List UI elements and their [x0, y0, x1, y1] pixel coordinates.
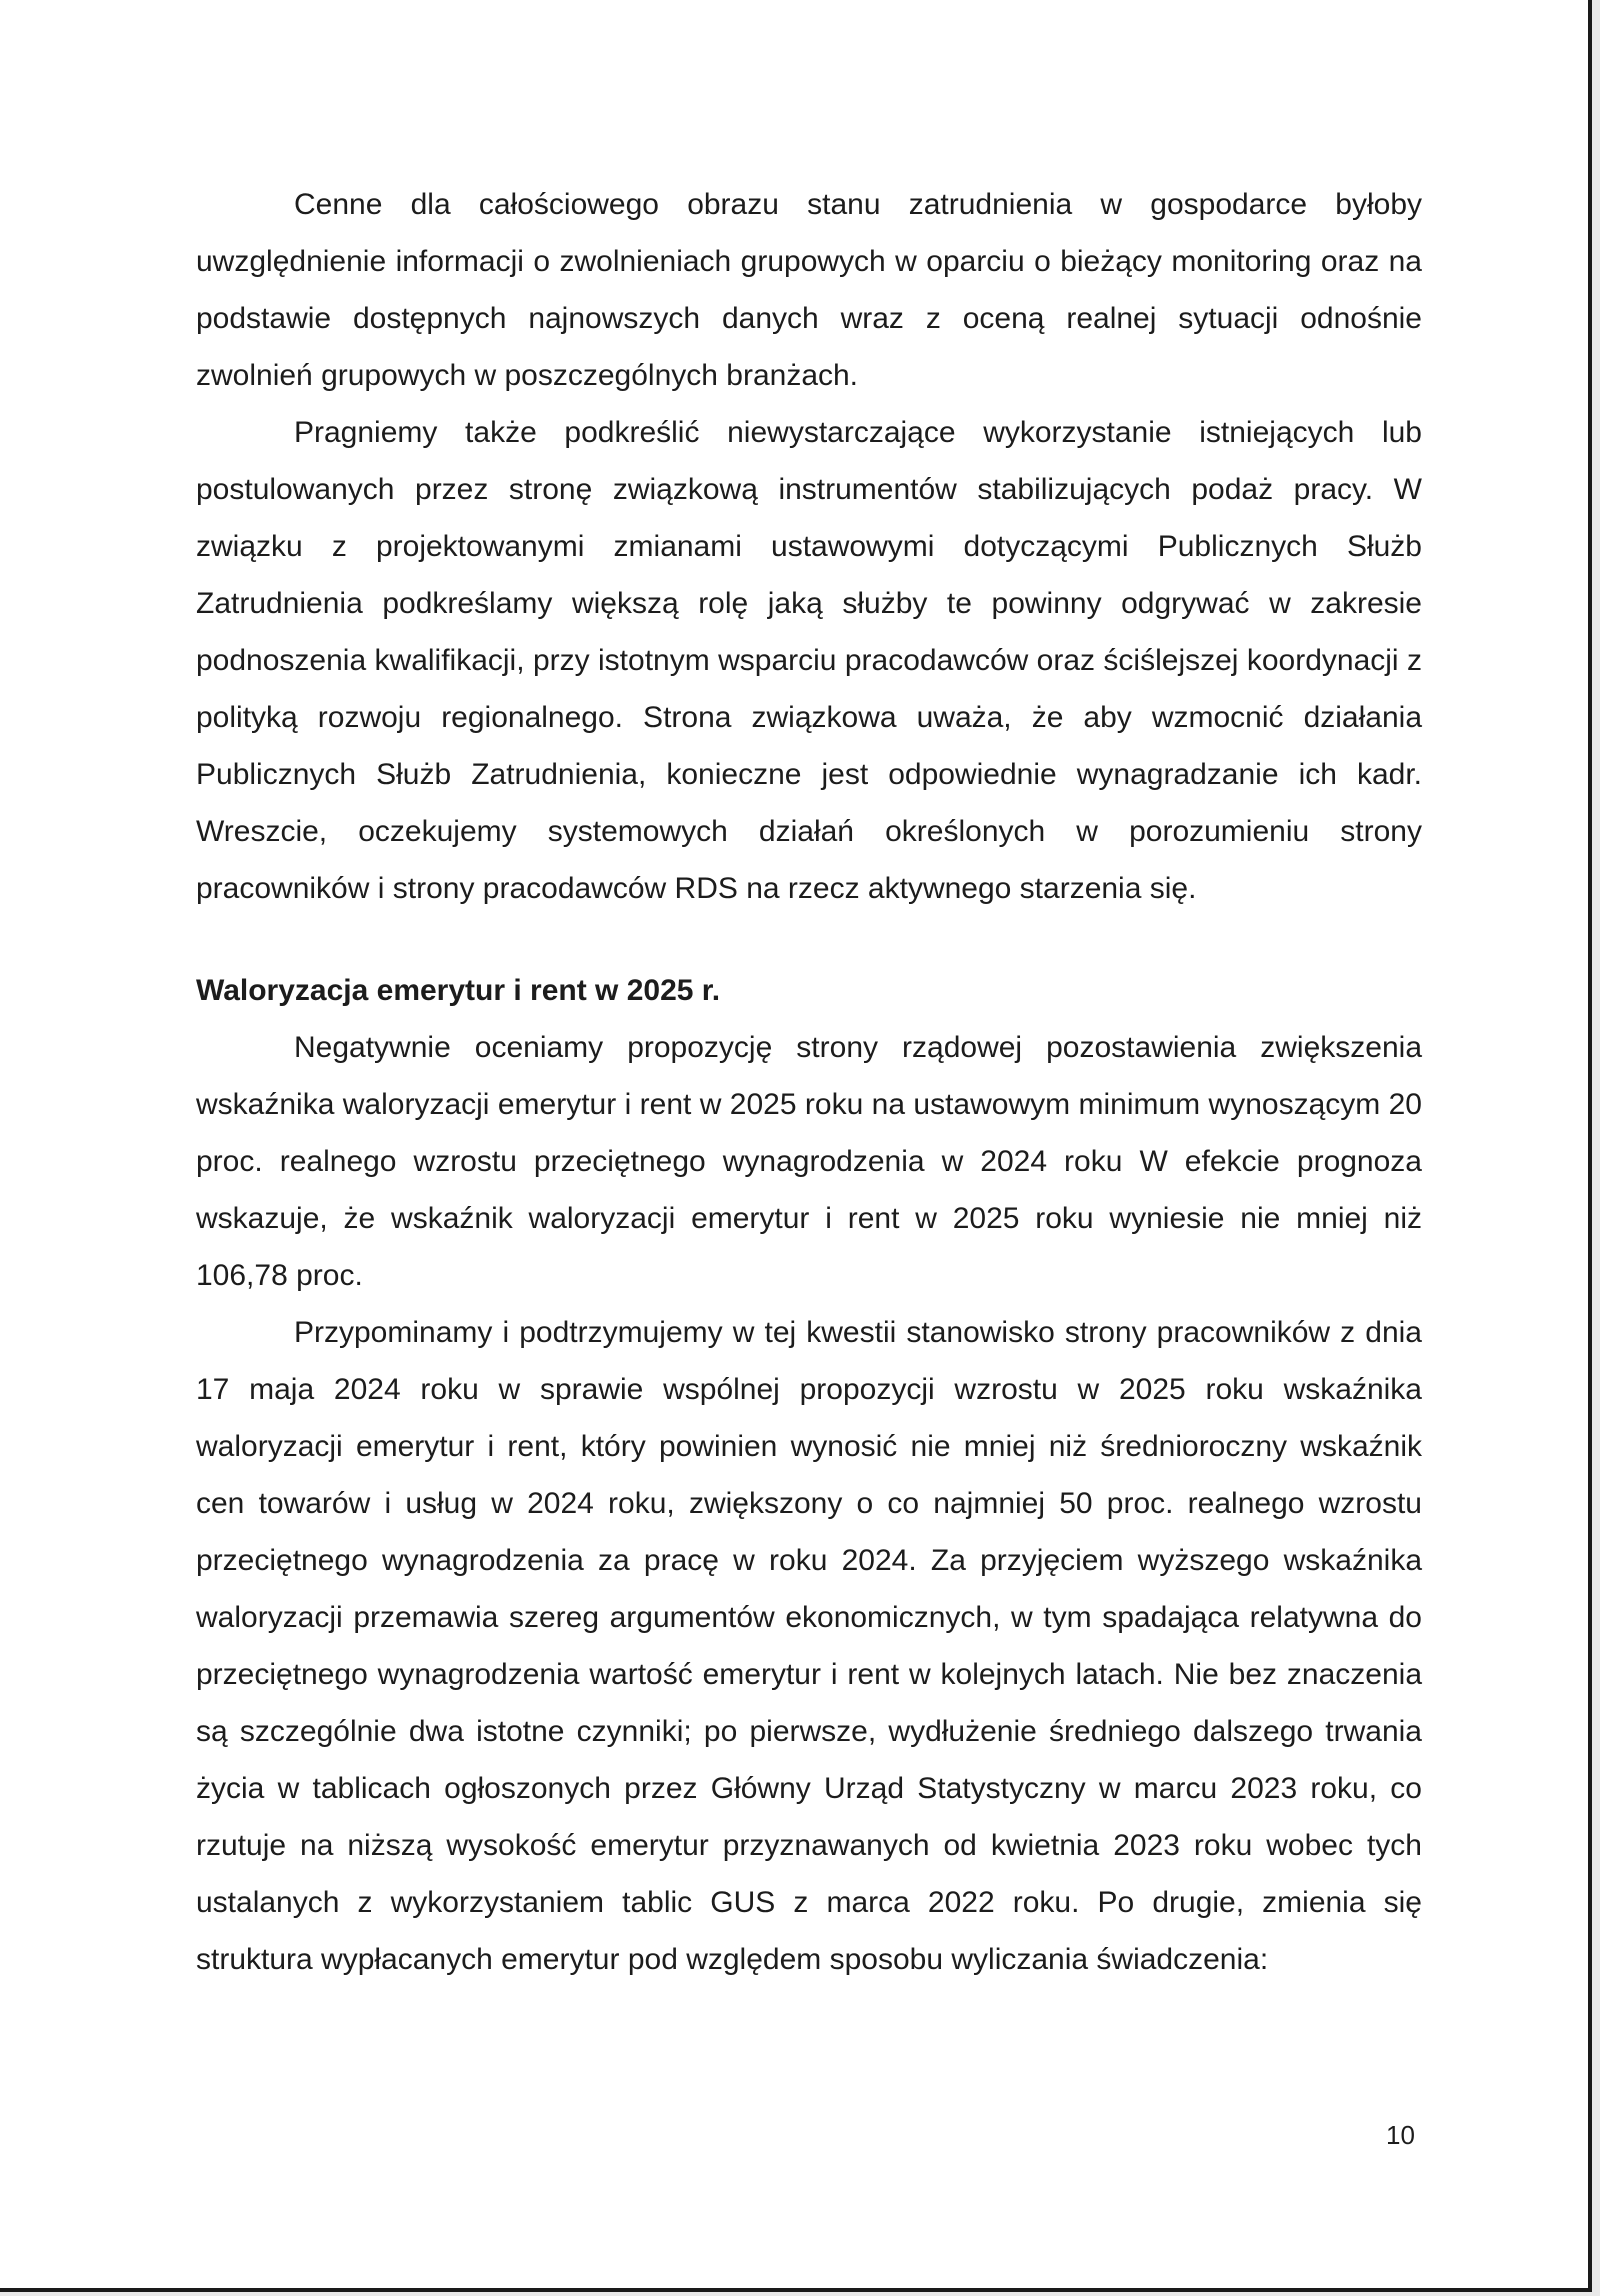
paragraph-indexation-assessment: Negatywnie oceniamy propozycję strony rządowej pozostawienia zwiększenia wskaźnika waloryzacji emerytur i rent w 2025 roku na ustawowym minimum wynoszącym 20 proc. realnego wzrostu przeciętnego wynagrodzenia w 2024 roku W efekcie prognoza wskazuje, że wskaźnik waloryzacji emerytur i rent w 2025 roku wyniesie nie mniej niż 106,78 proc. — [196, 1031, 1422, 1292]
paragraph-labor-supply: Pragniemy także podkreślić niewystarczające wykorzystanie istniejących lub postulowanych przez stronę związkową instrumentów stabilizujących podaż pracy. W związku z projektowanymi zmianami ustawowymi dotyczącymi Publicznych Służb Zatrudnienia podkreślamy większą rolę jaką służby te powinny odgrywać w zakresie podnoszenia kwalifikacji, przy istotnym wsparciu pracodawców oraz ściślejszej koordynacji z polityką rozwoju regionalnego. Strona związkowa uważa, że aby wzmocnić działania Publicznych Służb Zatrudnienia, konieczne jest odpowiednie wynagradzanie ich kadr. Wreszcie, oczekujemy systemowych działań określonych w porozumieniu strony pracowników i strony pracodawców RDS na rzecz aktywnego starzenia się. — [196, 416, 1422, 905]
paragraph-workers-position: Przypominamy i podtrzymujemy w tej kwestii stanowisko strony pracowników z dnia 17 maja 2024 roku w sprawie wspólnej propozycji wzrostu w 2025 roku wskaźnika waloryzacji emerytur i rent, który powinien wynosić nie mniej niż średnioroczny wskaźnik cen towarów i usług w 2024 roku, zwiększony o co najmniej 50 proc. realnego wzrostu przeciętnego wynagrodzenia za pracę w roku 2024. Za przyjęciem wyższego wskaźnika waloryzacji przemawia szereg argumentów ekonomicznych, w tym spadająca relatywna do przeciętnego wynagrodzenia wartość emerytur i rent w kolejnych latach. Nie bez znaczenia są szczególnie dwa istotne czynniki; po pierwsze, wydłużenie średniego dalszego trwania życia w tablicach ogłoszonych przez Główny Urząd Statystyczny w marcu 2023 roku, co rzutuje na niższą wysokość emerytur przyznawanych od kwietnia 2023 roku wobec tych ustalanych z wykorzystaniem tablic GUS z marca 2022 roku. Po drugie, zmienia się struktura wypłacanych emerytur pod względem sposobu wyliczania świadczenia: — [196, 1316, 1422, 1976]
document-body — [196, 176, 1422, 1988]
section-heading: Waloryzacja emerytur i rent w 2025 r. — [196, 974, 721, 1007]
paragraph-group-layoffs: Cenne dla całościowego obrazu stanu zatrudnienia w gospodarce byłoby uwzględnienie informacji o zwolnieniach grupowych w oparciu o bieżący monitoring oraz na podstawie dostępnych najnowszych danych wraz z oceną realnej sytuacji odnośnie zwolnień grupowych w poszczególnych branżach. — [196, 188, 1422, 392]
page-number: 10 — [1386, 2120, 1415, 2150]
